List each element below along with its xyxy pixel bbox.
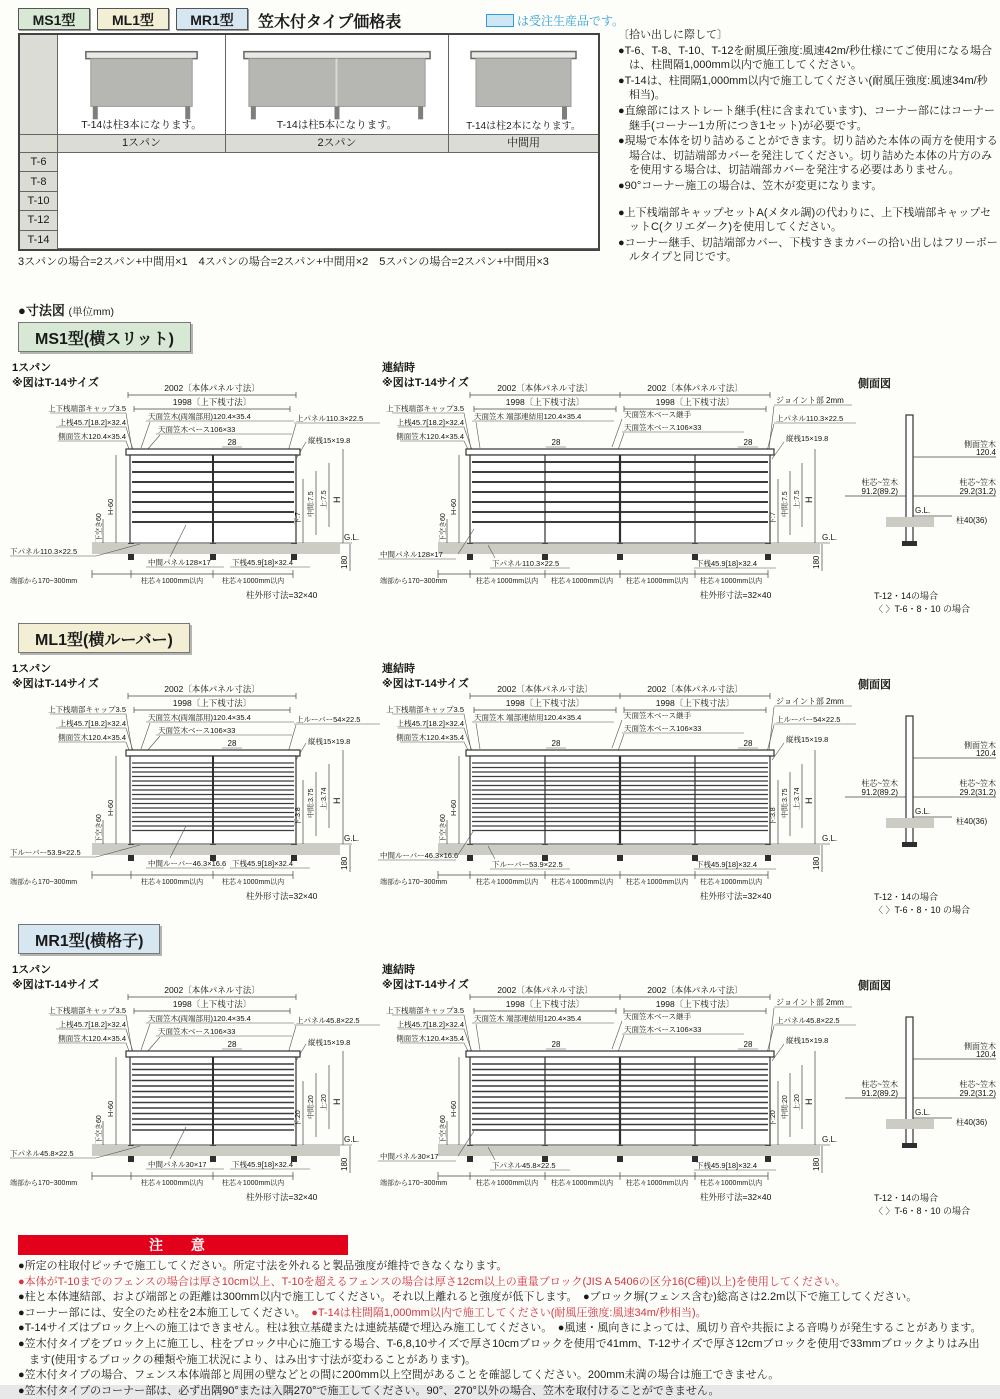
svg-text:1998〔上下桟寸法〕: 1998〔上下桟寸法〕 xyxy=(505,397,585,407)
svg-text:ジョイント部 2mm: ジョイント部 2mm xyxy=(776,697,844,706)
svg-text:中間:7.5: 中間:7.5 xyxy=(308,491,315,517)
svg-text:上:3.74: 上:3.74 xyxy=(321,787,328,810)
pickup-gap xyxy=(618,195,998,206)
svg-text:中間ルーバー46.3×16.6: 中間ルーバー46.3×16.6 xyxy=(380,851,459,860)
svg-text:端部から170~300mm: 端部から170~300mm xyxy=(380,1180,448,1187)
svg-text:〈 〉T-6・8・10 の場合: 〈 〉T-6・8・10 の場合 xyxy=(874,604,971,614)
col-header-2span: 2スパン xyxy=(226,135,449,153)
svg-text:2002〔本体パネル寸法〕: 2002〔本体パネル寸法〕 xyxy=(164,985,260,995)
svg-text:※図はT-14サイズ: ※図はT-14サイズ xyxy=(382,979,469,991)
svg-text:1998〔上下桟寸法〕: 1998〔上下桟寸法〕 xyxy=(505,999,585,1009)
svg-text:上桟45.7[18.2]×32.4: 上桟45.7[18.2]×32.4 xyxy=(396,418,464,427)
svg-text:上ルーバー54×22.5: 上ルーバー54×22.5 xyxy=(296,715,361,724)
svg-text:G.L.: G.L. xyxy=(915,506,931,515)
svg-text:1スパン: 1スパン xyxy=(12,663,52,675)
svg-text:中間:20: 中間:20 xyxy=(308,1095,315,1119)
svg-text:2002〔本体パネル寸法〕: 2002〔本体パネル寸法〕 xyxy=(497,985,593,995)
svg-text:G.L.: G.L. xyxy=(822,834,838,843)
svg-text:天面笠木 端部連結用120.4×35.4: 天面笠木 端部連結用120.4×35.4 xyxy=(474,1014,582,1023)
svg-text:H-60: H-60 xyxy=(449,498,458,515)
svg-text:側面図: 側面図 xyxy=(858,679,891,691)
svg-text:天面笠木ベース106×33: 天面笠木ベース106×33 xyxy=(624,1025,702,1034)
svg-text:上:3.74: 上:3.74 xyxy=(794,787,801,810)
pickup-item: ●直線部にはストレート継手(柱に含まれています)、コーナー部にはコーナー継手(コーナー1カ所につき1セット)が必要です。 xyxy=(618,104,995,132)
svg-text:2002〔本体パネル寸法〕: 2002〔本体パネル寸法〕 xyxy=(497,383,593,393)
svg-text:下パネル110.3×22.5: 下パネル110.3×22.5 xyxy=(492,559,560,568)
row-header-t10: T-10 xyxy=(20,192,57,211)
svg-text:柱芯々1000mm以内: 柱芯々1000mm以内 xyxy=(140,879,204,886)
svg-text:柱外形寸法=32×40: 柱外形寸法=32×40 xyxy=(700,1192,772,1202)
svg-text:柱芯々1000mm以内: 柱芯々1000mm以内 xyxy=(221,879,285,886)
svg-text:1スパン: 1スパン xyxy=(12,964,52,976)
svg-text:H: H xyxy=(332,496,342,503)
svg-text:天面笠木ベース106×33: 天面笠木ベース106×33 xyxy=(624,724,702,733)
svg-text:柱芯々1000mm以内: 柱芯々1000mm以内 xyxy=(550,1180,614,1187)
svg-text:180: 180 xyxy=(340,555,349,569)
svg-text:1998〔上下桟寸法〕: 1998〔上下桟寸法〕 xyxy=(172,999,252,1009)
svg-text:下桟45.9[18]×32.4: 下桟45.9[18]×32.4 xyxy=(696,1161,758,1170)
pickup-notes xyxy=(618,28,998,266)
svg-text:2002〔本体パネル寸法〕: 2002〔本体パネル寸法〕 xyxy=(497,684,593,694)
svg-text:ジョイント部 2mm: ジョイント部 2mm xyxy=(776,998,844,1007)
svg-text:120.4: 120.4 xyxy=(975,448,996,457)
dimension-unit-label: (単位mm) xyxy=(68,306,114,318)
svg-text:中間パネル128×17: 中間パネル128×17 xyxy=(148,558,211,567)
svg-text:柱芯々1000mm以内: 柱芯々1000mm以内 xyxy=(221,578,285,585)
svg-text:H: H xyxy=(332,1098,342,1105)
svg-text:側面笠木120.4×35.4: 側面笠木120.4×35.4 xyxy=(58,432,126,441)
svg-text:天面笠木ベース106×33: 天面笠木ベース106×33 xyxy=(624,423,702,432)
svg-text:下桟45.9[18]×32.4: 下桟45.9[18]×32.4 xyxy=(232,1160,294,1169)
svg-text:柱40(36): 柱40(36) xyxy=(956,516,988,525)
svg-text:上桟45.7[18.2]×32.4: 上桟45.7[18.2]×32.4 xyxy=(58,1020,126,1029)
svg-text:下桟45.9[18]×32.4: 下桟45.9[18]×32.4 xyxy=(696,559,758,568)
svg-text:柱芯々1000mm以内: 柱芯々1000mm以内 xyxy=(625,578,689,585)
svg-text:縦桟15×19.8: 縦桟15×19.8 xyxy=(308,1038,351,1047)
caution-note: ●笠木付タイプのコーナー部は、必ず出隅90°または入隅270°で施工してください。90°、270°以外の場合、笠木を取付けることができません。 xyxy=(18,1384,720,1397)
svg-text:G.L.: G.L. xyxy=(915,1108,931,1117)
svg-text:中間パネル30×17: 中間パネル30×17 xyxy=(380,1152,439,1161)
svg-text:180: 180 xyxy=(340,1157,349,1171)
svg-text:天面笠木(両端部用)120.4×35.4: 天面笠木(両端部用)120.4×35.4 xyxy=(148,1014,251,1023)
svg-text:柱芯々1000mm以内: 柱芯々1000mm以内 xyxy=(140,1180,204,1187)
svg-text:2002〔本体パネル寸法〕: 2002〔本体パネル寸法〕 xyxy=(164,383,260,393)
svg-text:柱芯~笠木: 柱芯~笠木 xyxy=(959,779,996,788)
caution-header: 注 意 xyxy=(18,1235,348,1255)
svg-text:上パネル110.3×22.5: 上パネル110.3×22.5 xyxy=(296,414,364,423)
svg-text:連結時: 連結時 xyxy=(382,964,415,976)
page-title: 笠木付タイプ価格表 xyxy=(258,14,402,31)
svg-text:天面笠木ベース継手: 天面笠木ベース継手 xyxy=(624,1012,692,1021)
dimension-figure-header xyxy=(18,300,114,319)
svg-text:柱芯々1000mm以内: 柱芯々1000mm以内 xyxy=(625,879,689,886)
svg-text:天面笠木(両端部用)120.4×35.4: 天面笠木(両端部用)120.4×35.4 xyxy=(148,412,251,421)
one-span-drawing xyxy=(10,362,380,600)
svg-text:柱芯々1000mm以内: 柱芯々1000mm以内 xyxy=(550,578,614,585)
svg-text:1スパン: 1スパン xyxy=(12,362,52,374)
side-view-drawing xyxy=(845,978,997,1216)
svg-text:柱芯々1000mm以内: 柱芯々1000mm以内 xyxy=(475,1180,539,1187)
svg-text:側面図: 側面図 xyxy=(858,378,891,390)
svg-text:柱外形寸法=32×40: 柱外形寸法=32×40 xyxy=(246,891,318,901)
svg-text:側面笠木: 側面笠木 xyxy=(964,440,996,449)
svg-text:上:20: 上:20 xyxy=(321,1094,328,1111)
svg-text:1998〔上下桟寸法〕: 1998〔上下桟寸法〕 xyxy=(172,397,252,407)
svg-text:下空き60: 下空き60 xyxy=(440,814,447,843)
svg-text:下パネル45.8×22.5: 下パネル45.8×22.5 xyxy=(10,1149,74,1158)
svg-text:中間:7.5: 中間:7.5 xyxy=(782,491,789,517)
svg-text:柱芯~笠木: 柱芯~笠木 xyxy=(861,779,898,788)
svg-text:H-60: H-60 xyxy=(449,799,458,816)
svg-text:柱芯~笠木: 柱芯~笠木 xyxy=(861,478,898,487)
illustration-middle xyxy=(449,35,598,135)
made-to-order-legend xyxy=(486,12,624,29)
svg-text:29.2(31.2): 29.2(31.2) xyxy=(959,788,996,797)
svg-text:端部から170~300mm: 端部から170~300mm xyxy=(380,879,448,886)
svg-text:28: 28 xyxy=(227,1040,237,1049)
svg-text:28: 28 xyxy=(551,739,561,748)
connected-drawing xyxy=(378,360,856,600)
svg-text:28: 28 xyxy=(227,438,237,447)
svg-text:端部から170~300mm: 端部から170~300mm xyxy=(10,879,78,886)
connected-drawing xyxy=(378,661,856,901)
caution-note: ●本体がT-10までのフェンスの場合は厚さ10cm以上、T-10を超えるフェンスの場合は厚さ12cm以上の重量ブロック(JIS A 5406の区分16(C種)以上)を使用してください。 xyxy=(18,1275,846,1288)
svg-text:※図はT-14サイズ: ※図はT-14サイズ xyxy=(12,678,99,690)
dimension-figure-label: ●寸法図 xyxy=(18,303,65,318)
svg-text:180: 180 xyxy=(340,856,349,870)
svg-text:柱芯々1000mm以内: 柱芯々1000mm以内 xyxy=(221,1180,285,1187)
svg-text:天面笠木ベース106×33: 天面笠木ベース106×33 xyxy=(158,425,236,434)
svg-text:縦桟15×19.8: 縦桟15×19.8 xyxy=(786,735,829,744)
svg-text:中間:3.75: 中間:3.75 xyxy=(782,788,789,818)
svg-text:上下桟端部キャップ3.5: 上下桟端部キャップ3.5 xyxy=(386,1006,464,1015)
svg-text:柱外形寸法=32×40: 柱外形寸法=32×40 xyxy=(246,1192,318,1202)
side-view-drawing xyxy=(845,677,997,915)
svg-text:H-60: H-60 xyxy=(106,799,115,816)
svg-text:※図はT-14サイズ: ※図はT-14サイズ xyxy=(12,377,99,389)
svg-text:柱芯々1000mm以内: 柱芯々1000mm以内 xyxy=(699,879,763,886)
svg-text:※図はT-14サイズ: ※図はT-14サイズ xyxy=(382,377,469,389)
col-header-1span: 1スパン xyxy=(58,135,226,153)
svg-text:下空き60: 下空き60 xyxy=(96,513,103,542)
svg-text:2002〔本体パネル寸法〕: 2002〔本体パネル寸法〕 xyxy=(647,383,743,393)
svg-text:G.L.: G.L. xyxy=(344,1135,360,1144)
span-combination-note: 3スパンの場合=2スパン+中間用×1 4スパンの場合=2スパン+中間用×2 5スパンの場合=2スパン+中間用×3 xyxy=(18,256,549,268)
svg-text:柱芯々1000mm以内: 柱芯々1000mm以内 xyxy=(550,879,614,886)
svg-text:※図はT-14サイズ: ※図はT-14サイズ xyxy=(12,979,99,991)
section-heading: MR1型(横格子) xyxy=(18,924,160,954)
header-spacer-cell xyxy=(20,135,58,153)
fence-type-section xyxy=(0,322,1000,623)
illustration-1span xyxy=(58,35,226,135)
svg-text:端部から170~300mm: 端部から170~300mm xyxy=(10,1180,78,1187)
svg-text:端部から170~300mm: 端部から170~300mm xyxy=(10,578,78,585)
svg-text:28: 28 xyxy=(743,1040,753,1049)
svg-text:下:3.8: 下:3.8 xyxy=(295,807,302,826)
legend-text: は受注生産品です。 xyxy=(517,14,625,28)
svg-text:縦桟15×19.8: 縦桟15×19.8 xyxy=(786,1036,829,1045)
svg-text:180: 180 xyxy=(812,856,821,870)
svg-text:29.2(31.2): 29.2(31.2) xyxy=(959,487,996,496)
pickup-title: 〔拾い出しに際して〕 xyxy=(618,29,728,41)
svg-text:柱芯々1000mm以内: 柱芯々1000mm以内 xyxy=(475,879,539,886)
svg-text:下空き60: 下空き60 xyxy=(440,513,447,542)
svg-text:連結時: 連結時 xyxy=(382,663,415,675)
svg-text:側面笠木120.4×35.4: 側面笠木120.4×35.4 xyxy=(58,1034,126,1043)
side-view-drawing xyxy=(845,376,997,614)
svg-text:下ルーバー53.9×22.5: 下ルーバー53.9×22.5 xyxy=(492,860,563,869)
svg-text:柱芯~笠木: 柱芯~笠木 xyxy=(861,1080,898,1089)
col-header-middle: 中間用 xyxy=(449,135,598,153)
row-header-t14: T-14 xyxy=(20,231,57,249)
legend-swatch-icon xyxy=(486,14,514,27)
svg-text:柱芯々1000mm以内: 柱芯々1000mm以内 xyxy=(140,578,204,585)
svg-text:H-60: H-60 xyxy=(449,1100,458,1117)
svg-text:G.L.: G.L. xyxy=(822,533,838,542)
svg-text:側面笠木120.4×35.4: 側面笠木120.4×35.4 xyxy=(396,432,464,441)
tab-ml1[interactable]: ML1型 xyxy=(97,8,169,30)
svg-text:上:7.5: 上:7.5 xyxy=(794,490,801,509)
illustration-2span xyxy=(226,35,449,135)
svg-text:上桟45.7[18.2]×32.4: 上桟45.7[18.2]×32.4 xyxy=(58,719,126,728)
svg-text:上下桟端部キャップ3.5: 上下桟端部キャップ3.5 xyxy=(386,705,464,714)
svg-text:1998〔上下桟寸法〕: 1998〔上下桟寸法〕 xyxy=(655,999,735,1009)
dimension-sections xyxy=(0,322,1000,1225)
svg-text:天面笠木ベース継手: 天面笠木ベース継手 xyxy=(624,410,692,419)
svg-text:上:7.5: 上:7.5 xyxy=(321,490,328,509)
pickup-item: ●T-14は、柱間隔1,000mm以内で施工してください(耐風圧強度:風速34m/秒相当)。 xyxy=(618,74,988,102)
svg-text:H-60: H-60 xyxy=(106,498,115,515)
svg-text:縦桟15×19.8: 縦桟15×19.8 xyxy=(786,434,829,443)
one-span-drawing xyxy=(10,964,380,1202)
svg-text:柱芯々1000mm以内: 柱芯々1000mm以内 xyxy=(475,578,539,585)
svg-text:柱芯~笠木: 柱芯~笠木 xyxy=(959,478,996,487)
svg-text:上下桟端部キャップ3.5: 上下桟端部キャップ3.5 xyxy=(48,404,126,413)
section-heading: ML1型(横ルーバー) xyxy=(18,623,190,653)
pickup-item: ●90°コーナー施工の場合は、笠木が変更になります。 xyxy=(618,179,883,192)
svg-text:下ルーバー53.9×22.5: 下ルーバー53.9×22.5 xyxy=(10,848,81,857)
svg-text:1998〔上下桟寸法〕: 1998〔上下桟寸法〕 xyxy=(505,698,585,708)
svg-text:T-12・14の場合: T-12・14の場合 xyxy=(874,892,939,902)
caution-note: ●柱と本体連結部、および端部との距離は300mm以内で施工してください。それ以上離れると強度が低下します。 ●ブロック塀(フェンス含む)総高さは2.2m以下で施工してください。 xyxy=(18,1291,918,1304)
svg-text:T-12・14の場合: T-12・14の場合 xyxy=(874,591,939,601)
svg-text:側面図: 側面図 xyxy=(858,980,891,992)
row-header-t6: T-6 xyxy=(20,153,57,172)
svg-text:天面笠木ベース継手: 天面笠木ベース継手 xyxy=(624,711,692,720)
svg-text:縦桟15×19.8: 縦桟15×19.8 xyxy=(308,737,351,746)
section-heading: MS1型(横スリット) xyxy=(18,322,191,352)
svg-text:上パネル110.3×22.5: 上パネル110.3×22.5 xyxy=(776,414,844,423)
svg-text:中間:3.75: 中間:3.75 xyxy=(308,788,315,818)
svg-text:下桟45.9[18]×32.4: 下桟45.9[18]×32.4 xyxy=(696,860,758,869)
connected-drawing xyxy=(378,962,856,1202)
svg-text:天面笠木ベース106×33: 天面笠木ベース106×33 xyxy=(158,1027,236,1036)
price-body-empty xyxy=(58,153,598,249)
svg-text:下桟45.9[18]×32.4: 下桟45.9[18]×32.4 xyxy=(232,558,294,567)
svg-text:柱芯々1000mm以内: 柱芯々1000mm以内 xyxy=(699,1180,763,1187)
svg-text:〈 〉T-6・8・10 の場合: 〈 〉T-6・8・10 の場合 xyxy=(874,905,971,915)
svg-text:柱芯々1000mm以内: 柱芯々1000mm以内 xyxy=(625,1180,689,1187)
svg-text:G.L.: G.L. xyxy=(915,807,931,816)
svg-text:上桟45.7[18.2]×32.4: 上桟45.7[18.2]×32.4 xyxy=(58,418,126,427)
caution-note: ●所定の柱取付ピッチで施工してください。所定寸法を外れると製品強度が維持できなくなります。 xyxy=(18,1260,508,1272)
caution-note: ●T-14サイズはブロック上への施工はできません。柱は独立基礎または連続基礎で埋込み施工してください。 ●風速・風向きによっては、風切り音や共振による音鳴りが発生することがあります。 xyxy=(18,1322,982,1335)
svg-text:側面笠木: 側面笠木 xyxy=(964,741,996,750)
svg-text:側面笠木120.4×35.4: 側面笠木120.4×35.4 xyxy=(396,733,464,742)
svg-text:28: 28 xyxy=(743,739,753,748)
pickup-item: ●上下桟端部キャップセットA(メタル調)の代わりに、上下桟端部キャップセットC(クリエダーク)を使用してください。 xyxy=(618,206,992,234)
caption-middle: T-14は柱2本になります。 xyxy=(466,121,581,132)
svg-text:下:7: 下:7 xyxy=(295,512,302,525)
svg-text:端部から170~300mm: 端部から170~300mm xyxy=(380,578,448,585)
svg-text:柱外形寸法=32×40: 柱外形寸法=32×40 xyxy=(700,590,772,600)
row-headers xyxy=(20,153,58,249)
section-diagram xyxy=(0,357,1000,622)
svg-text:側面笠木120.4×35.4: 側面笠木120.4×35.4 xyxy=(396,1034,464,1043)
svg-text:H: H xyxy=(804,1098,814,1105)
row-header-t8: T-8 xyxy=(20,172,57,191)
svg-text:上パネル45.8×22.5: 上パネル45.8×22.5 xyxy=(776,1016,840,1025)
svg-text:1998〔上下桟寸法〕: 1998〔上下桟寸法〕 xyxy=(172,698,252,708)
svg-text:上下桟端部キャップ3.5: 上下桟端部キャップ3.5 xyxy=(386,404,464,413)
fence-type-section xyxy=(0,924,1000,1225)
svg-text:1998〔上下桟寸法〕: 1998〔上下桟寸法〕 xyxy=(655,397,735,407)
fence-type-section xyxy=(0,623,1000,924)
svg-text:天面笠木ベース106×33: 天面笠木ベース106×33 xyxy=(158,726,236,735)
svg-text:29.2(31.2): 29.2(31.2) xyxy=(959,1089,996,1098)
svg-text:柱芯~笠木: 柱芯~笠木 xyxy=(959,1080,996,1089)
svg-text:下:3.8: 下:3.8 xyxy=(770,807,777,826)
svg-text:連結時: 連結時 xyxy=(382,362,415,374)
pickup-item: ●現場で本体を切り詰めることができます。切り詰めた本体の両方を使用する場合は、切詰端部カバーを発注してください。切り詰めた本体の片方のみを使用する場合は、切詰端部カバーを発注する必要はありません。 xyxy=(618,135,998,177)
svg-text:柱40(36): 柱40(36) xyxy=(956,1118,988,1127)
svg-text:T-12・14の場合: T-12・14の場合 xyxy=(874,1193,939,1203)
svg-text:中間パネル128×17: 中間パネル128×17 xyxy=(380,550,443,559)
svg-text:下パネル110.3×22.5: 下パネル110.3×22.5 xyxy=(10,547,78,556)
tab-mr1[interactable]: MR1型 xyxy=(176,8,248,30)
price-table xyxy=(18,33,600,251)
pickup-item: ●T-6、T-8、T-10、T-12を耐風圧強度:風速42m/秒仕様にてご使用になる場合は、柱間隔1,000mm以内で施工してください。 xyxy=(618,44,992,72)
caution-note xyxy=(18,1306,990,1322)
svg-text:柱芯々1000mm以内: 柱芯々1000mm以内 xyxy=(699,578,763,585)
svg-text:91.2(89.2): 91.2(89.2) xyxy=(861,487,898,496)
svg-text:縦桟15×19.8: 縦桟15×19.8 xyxy=(308,436,351,445)
svg-text:〈 〉T-6・8・10 の場合: 〈 〉T-6・8・10 の場合 xyxy=(874,1206,971,1216)
svg-text:上下桟端部キャップ3.5: 上下桟端部キャップ3.5 xyxy=(48,705,126,714)
svg-text:180: 180 xyxy=(812,1157,821,1171)
svg-text:下:20: 下:20 xyxy=(295,1110,302,1127)
svg-text:H: H xyxy=(332,797,342,804)
svg-text:120.4: 120.4 xyxy=(975,749,996,758)
svg-text:下:7: 下:7 xyxy=(770,512,777,525)
svg-text:28: 28 xyxy=(551,1040,561,1049)
caution-note: ●笠木付タイプの場合、フェンス本体端部と周囲の壁などとの間に200mm以上空間があることを確認してください。200mm未満の場合は施工できません。 xyxy=(18,1369,780,1382)
svg-text:柱外形寸法=32×40: 柱外形寸法=32×40 xyxy=(700,891,772,901)
svg-text:上ルーバー54×22.5: 上ルーバー54×22.5 xyxy=(776,715,841,724)
svg-text:中間パネル30×17: 中間パネル30×17 xyxy=(148,1160,207,1169)
svg-text:下空き60: 下空き60 xyxy=(96,1115,103,1144)
svg-text:G.L.: G.L. xyxy=(344,834,360,843)
svg-text:2002〔本体パネル寸法〕: 2002〔本体パネル寸法〕 xyxy=(647,985,743,995)
svg-text:天面笠木(両端部用)120.4×35.4: 天面笠木(両端部用)120.4×35.4 xyxy=(148,713,251,722)
svg-text:180: 180 xyxy=(812,555,821,569)
svg-text:28: 28 xyxy=(227,739,237,748)
svg-text:下空き60: 下空き60 xyxy=(96,814,103,843)
section-diagram xyxy=(0,658,1000,923)
svg-text:120.4: 120.4 xyxy=(975,1050,996,1059)
svg-text:G.L.: G.L. xyxy=(822,1135,838,1144)
svg-text:※図はT-14サイズ: ※図はT-14サイズ xyxy=(382,678,469,690)
svg-text:柱40(36): 柱40(36) xyxy=(956,817,988,826)
table-corner-cell xyxy=(20,35,58,135)
caution-note: ●笠木付タイプをブロック上に施工し、柱をブロック中心に施工する場合、T-6,8,10サイズで厚さ10cmブロックを使用で41mm、T-12サイズで厚さ12cmブロックを使用で33mmブロックよりはみ出ます(使用するブロックの種類や施工状況により、はみ出す寸法が変わることがあります)。 xyxy=(18,1337,980,1366)
svg-text:91.2(89.2): 91.2(89.2) xyxy=(861,788,898,797)
svg-text:G.L.: G.L. xyxy=(344,533,360,542)
svg-text:上:20: 上:20 xyxy=(794,1094,801,1111)
svg-text:下空き60: 下空き60 xyxy=(440,1115,447,1144)
pickup-item: ●コーナー継手、切詰端部カバー、下桟すきまカバーの拾い出しはフリーボールタイプと同じです。 xyxy=(618,236,998,264)
svg-text:柱外形寸法=32×40: 柱外形寸法=32×40 xyxy=(246,590,318,600)
svg-text:28: 28 xyxy=(743,438,753,447)
section-diagram xyxy=(0,959,1000,1224)
caption-1span: T-14は柱3本になります。 xyxy=(81,119,202,131)
svg-text:下桟45.9[18]×32.4: 下桟45.9[18]×32.4 xyxy=(232,859,294,868)
svg-text:側面笠木120.4×35.4: 側面笠木120.4×35.4 xyxy=(58,733,126,742)
svg-text:上桟45.7[18.2]×32.4: 上桟45.7[18.2]×32.4 xyxy=(396,719,464,728)
svg-text:2002〔本体パネル寸法〕: 2002〔本体パネル寸法〕 xyxy=(647,684,743,694)
one-span-drawing xyxy=(10,663,380,901)
svg-text:H: H xyxy=(804,797,814,804)
svg-text:上パネル45.8×22.5: 上パネル45.8×22.5 xyxy=(296,1016,360,1025)
svg-text:中間ルーバー46.3×16.6: 中間ルーバー46.3×16.6 xyxy=(148,859,227,868)
svg-text:91.2(89.2): 91.2(89.2) xyxy=(861,1089,898,1098)
svg-text:上下桟端部キャップ3.5: 上下桟端部キャップ3.5 xyxy=(48,1006,126,1015)
svg-text:ジョイント部 2mm: ジョイント部 2mm xyxy=(776,396,844,405)
tab-ms1[interactable]: MS1型 xyxy=(18,8,90,30)
svg-text:28: 28 xyxy=(551,438,561,447)
caution-note-part: ●コーナー部には、安全のため柱を2本施工してください。 xyxy=(18,1306,312,1319)
svg-text:下パネル45.8×22.5: 下パネル45.8×22.5 xyxy=(492,1161,556,1170)
caution-notes xyxy=(18,1259,990,1399)
caption-2span: T-14は柱5本になります。 xyxy=(276,119,398,131)
svg-text:H-60: H-60 xyxy=(106,1100,115,1117)
svg-text:2002〔本体パネル寸法〕: 2002〔本体パネル寸法〕 xyxy=(164,684,260,694)
row-header-t12: T-12 xyxy=(20,211,57,230)
svg-text:中間:20: 中間:20 xyxy=(782,1095,789,1119)
svg-text:1998〔上下桟寸法〕: 1998〔上下桟寸法〕 xyxy=(655,698,735,708)
svg-text:下:20: 下:20 xyxy=(770,1110,777,1127)
svg-text:側面笠木: 側面笠木 xyxy=(964,1042,996,1051)
caution-note-part-red: ●T-14は柱間隔1,000mm以内で施工してください(耐風圧強度:風速34m/秒相当)。 xyxy=(311,1306,707,1319)
svg-text:H: H xyxy=(804,496,814,503)
svg-text:上桟45.7[18.2]×32.4: 上桟45.7[18.2]×32.4 xyxy=(396,1020,464,1029)
svg-text:天面笠木 端部連結用120.4×35.4: 天面笠木 端部連結用120.4×35.4 xyxy=(474,412,582,421)
svg-text:天面笠木 端部連結用120.4×35.4: 天面笠木 端部連結用120.4×35.4 xyxy=(474,713,582,722)
